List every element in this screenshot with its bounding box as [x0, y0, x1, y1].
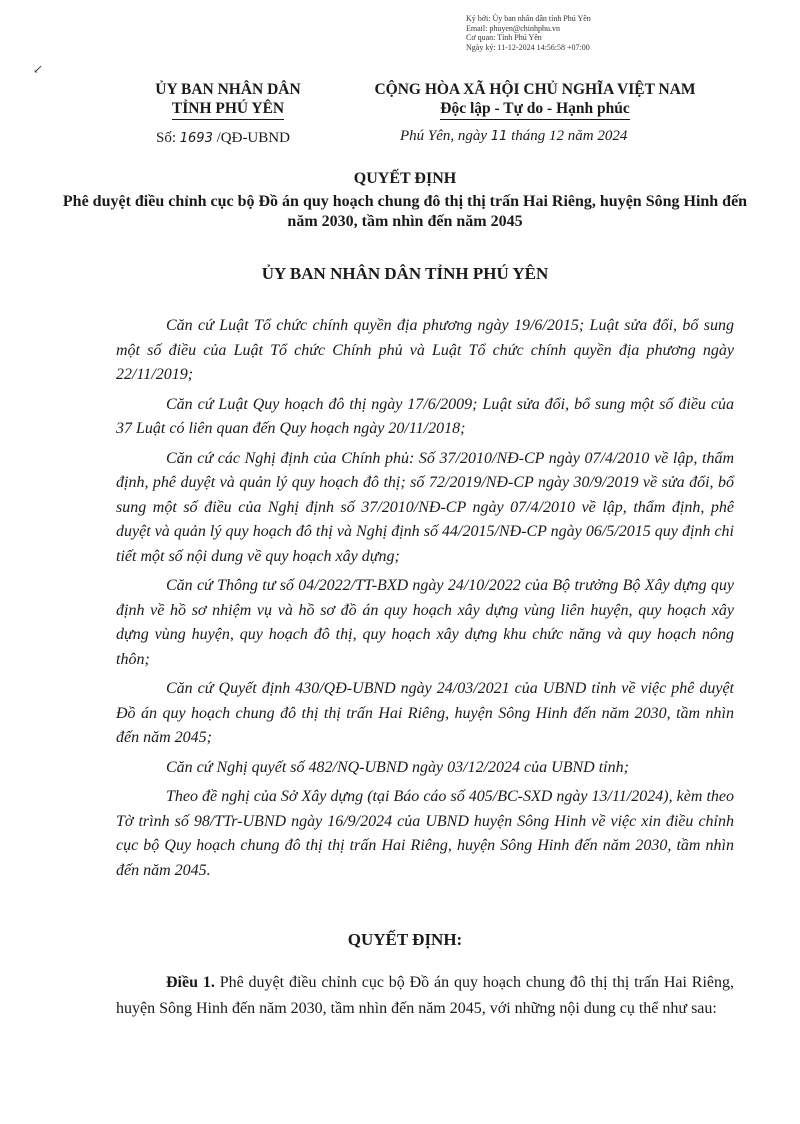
issuing-authority-header [128, 80, 328, 120]
country-name: CỘNG HÒA XÃ HỘI CHỦ NGHĨA VIỆT NAM [374, 81, 696, 98]
authority-line-2: TỈNH PHÚ YÊN [172, 99, 284, 120]
margin-mark: ↙ [33, 62, 44, 76]
preamble-paragraph: Căn cứ các Nghị định của Chính phủ: Số 37/2010/NĐ-CP ngày 07/4/2010 về lập, thẩm định, phê duyệt và quản lý quy hoạch đô thị; số 72/2019/NĐ-CP ngày 30/9/2019 về sửa đổi, bổ sung một số điều của Nghị định số 37/2010/NĐ-CP ngày 07/4/2010 về lập, thẩm định, phê duyệt và quản lý quy hoạch đô thị và Nghị định số 44/2015/NĐ-CP ngày 06/5/2015 quy định chi tiết một số nội dung về quy hoạch xây dựng; [116, 449, 734, 565]
document-type-heading: QUYẾT ĐỊNH [353, 170, 457, 187]
preamble-paragraph: Căn cứ Quyết định 430/QĐ-UBND ngày 24/03/2021 của UBND tỉnh về việc phê duyệt Đồ án quy hoạch chung đô thị thị trấn Hai Riêng, huyện Sông Hinh đến năm 2030, tầm nhìn đến năm 2045; [116, 680, 734, 746]
preamble-paragraph: Căn cứ Nghị quyết số 482/NQ-UBND ngày 03/12/2024 của UBND tỉnh; [166, 758, 629, 776]
decision-heading: QUYẾT ĐỊNH: [347, 930, 463, 949]
handwritten-number: 1693 [179, 131, 213, 146]
signature-email: Email: phuyen@chinhphu.vn [466, 23, 561, 33]
document-subject: Phê duyệt điều chỉnh cục bộ Đồ án quy hoạch chung đô thị thị trấn Hai Riêng, huyện Sông Hinh đến năm 2030, tầm nhìn đến năm 2045 [62, 193, 748, 230]
authority-line-1: ỦY BAN NHÂN DÂN [155, 81, 301, 98]
signature-agency: Cơ quan: Tỉnh Phú Yên [466, 33, 542, 42]
preamble-paragraph: Theo đề nghị của Sở Xây dựng (tại Báo cáo số 405/BC-SXD ngày 13/11/2024), kèm theo Tờ trình số 98/TTr-UBND ngày 16/9/2024 của UBND huyện Sông Hinh về việc xin điều chỉnh cục bộ Quy hoạch chung đô thị thị trấn Hai Riêng, huyện Sông Hinh đến năm 2030, tầm nhìn đến năm 2045. [116, 788, 734, 879]
preamble-paragraph: Căn cứ Luật Tổ chức chính quyền địa phương ngày 19/6/2015; Luật sửa đổi, bổ sung một số điều của Luật Tổ chức Chính phủ và Luật Tổ chức chính quyền địa phương ngày 22/11/2019; [116, 317, 734, 383]
national-motto-header [360, 80, 710, 120]
handwritten-day: 11 [490, 129, 508, 144]
signature-date: Ngày ký: 11-12-2024 14:56:58 +07:00 [466, 42, 590, 52]
motto: Độc lập - Tự do - Hạnh phúc [440, 99, 629, 120]
preamble-paragraph: Căn cứ Thông tư số 04/2022/TT-BXD ngày 24/10/2022 của Bộ trưởng Bộ Xây dựng quy định về hồ sơ nhiệm vụ và hồ sơ đồ án quy hoạch xây dựng vùng liên huyện, quy hoạch xây dựng vùng huyện, quy hoạch đô thị, quy hoạch xây dựng khu chức năng và quy hoạch nông thôn; [116, 577, 734, 668]
legal-basis-preamble [116, 314, 734, 888]
preamble-paragraph: Căn cứ Luật Quy hoạch đô thị ngày 17/6/2009; Luật sửa đổi, bổ sung một số điều của 37 Luật có liên quan đến Quy hoạch ngày 20/11/2018; [116, 395, 734, 437]
document-number: Số: 1693 /QĐ-UBND [156, 130, 290, 146]
article-1-text: Phê duyệt điều chỉnh cục bộ Đồ án quy hoạch chung đô thị thị trấn Hai Riêng, huyện Sông Hinh đến năm 2030, tầm nhìn đến năm 2045, với những nội dung cụ thể như sau: [116, 974, 735, 1017]
digital-signature-block [466, 14, 591, 52]
article-1 [116, 970, 734, 1022]
place-and-date: Phú Yên, ngày 11 tháng 12 năm 2024 [400, 128, 628, 144]
signature-signer: Ký bởi: Ủy ban nhân dân tỉnh Phú Yên [466, 14, 591, 23]
issuing-authority-title: ỦY BAN NHÂN DÂN TỈNH PHÚ YÊN [261, 264, 549, 283]
article-1-label: Điều 1. [166, 974, 215, 991]
